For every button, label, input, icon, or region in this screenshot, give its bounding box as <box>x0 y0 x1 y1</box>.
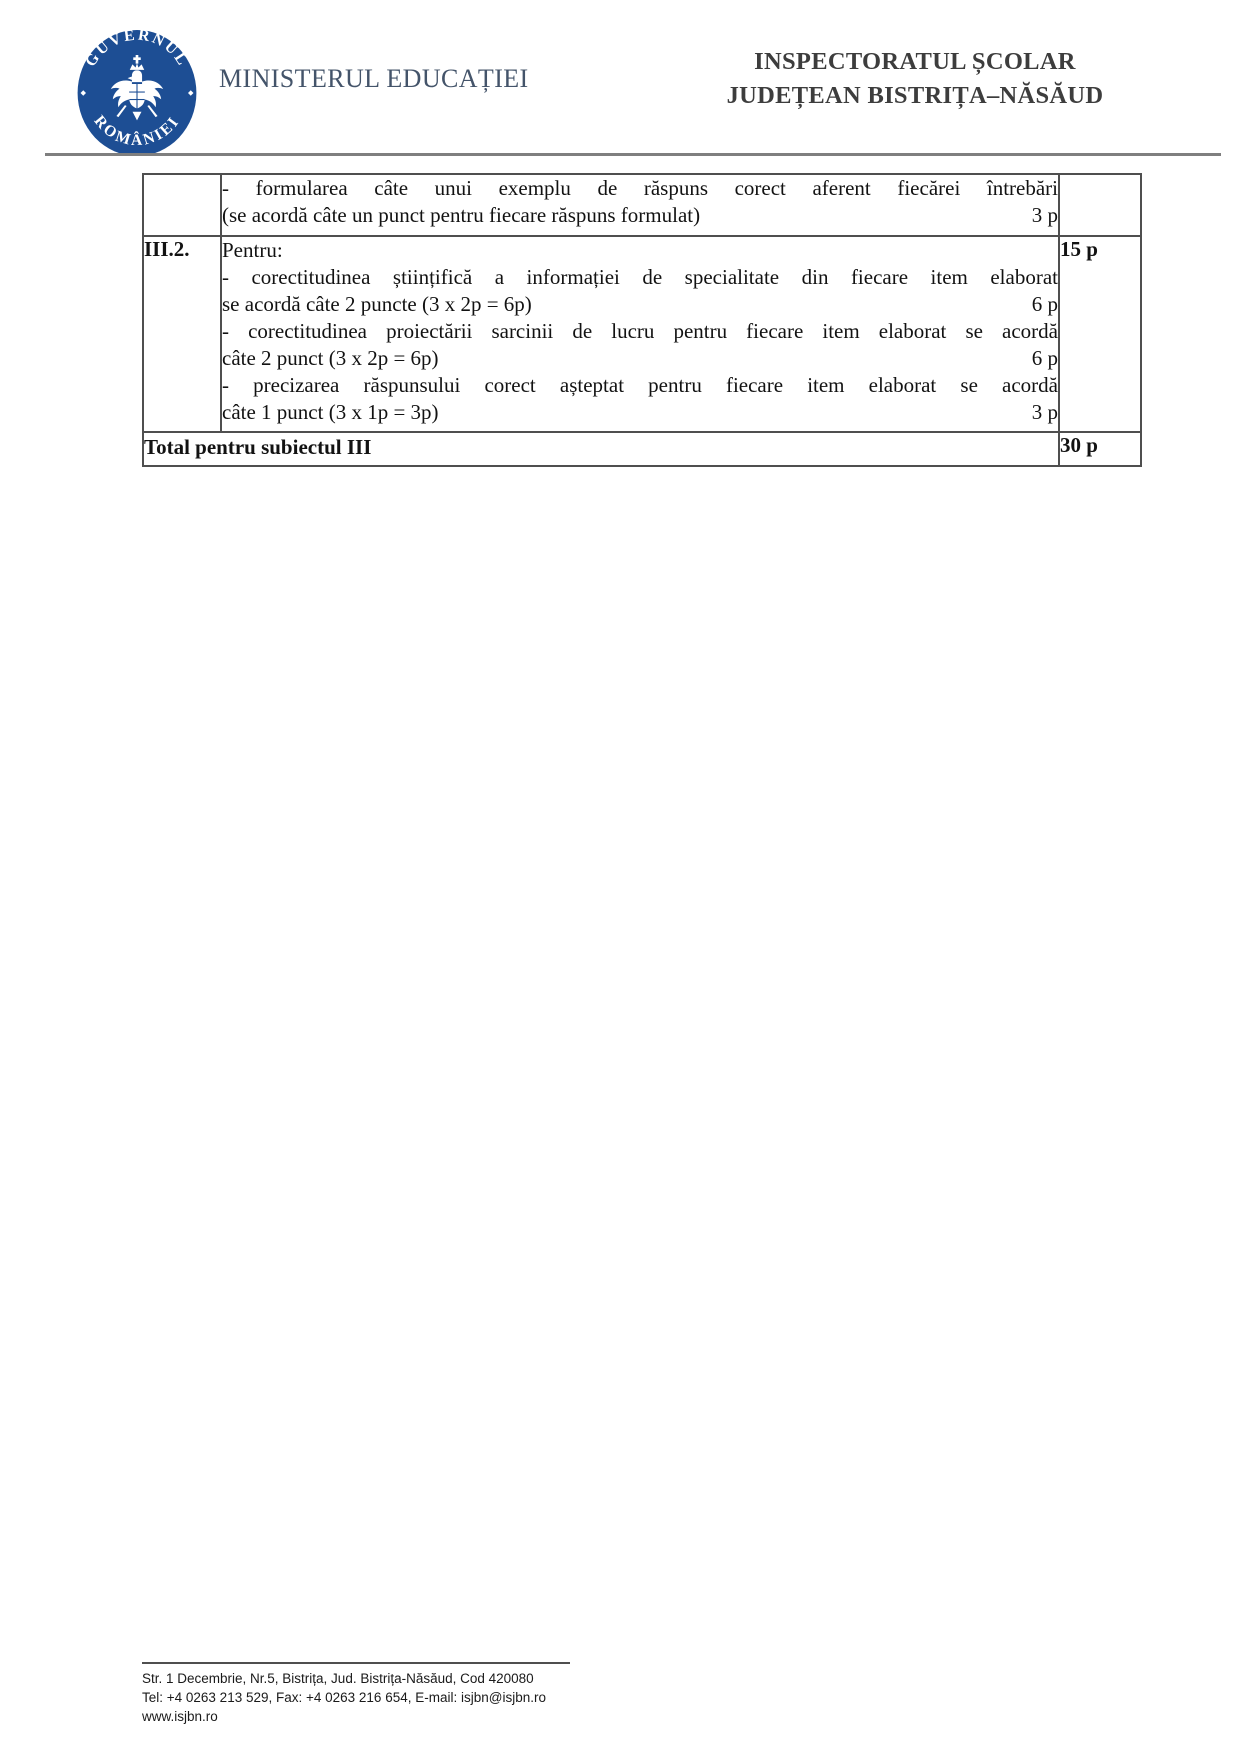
government-seal-logo <box>76 29 198 157</box>
criteria-line: - corectitudinea științifică a informației de specialitate din fiecare item elaborat <box>222 265 1058 289</box>
criteria-line: câte 2 punct (3 x 2p = 6p) 6 p <box>222 346 1058 370</box>
points-value: 6 p <box>1031 346 1058 370</box>
criteria-cell <box>221 236 1059 432</box>
seal-bottom-text: ROMÂNIEI <box>90 112 184 150</box>
footer-website: www.isjbn.ro <box>142 1709 218 1724</box>
total-label-cell: Total pentru subiectul III <box>143 432 1059 466</box>
table-row-item-III2 <box>143 236 1141 432</box>
points-value: 3 p <box>1031 203 1058 227</box>
inspectorate-title <box>690 45 1140 113</box>
scoring-table <box>142 173 1142 467</box>
criteria-line: (se acordă câte un punct pentru fiecare răspuns formulat) 3 p <box>222 203 1058 227</box>
criteria-line: se acordă câte 2 puncte (3 x 2p = 6p) 6 p <box>222 292 1058 316</box>
ministry-title: MINISTERUL EDUCAȚIEI <box>219 64 529 93</box>
criteria-line: - corectitudinea proiectării sarcinii de lucru pentru fiecare item elaborat se acordă <box>222 319 1058 343</box>
footer-contact: Tel: +4 0263 213 529, Fax: +4 0263 216 654, E-mail: isjbn@isjbn.ro <box>142 1690 546 1705</box>
footer-divider <box>142 1662 570 1664</box>
footer-address: Str. 1 Decembrie, Nr.5, Bistrița, Jud. Bistrița-Năsăud, Cod 420080 <box>142 1671 534 1686</box>
seal-top-text: GUVERNUL <box>82 29 192 70</box>
criteria-line: - formularea câte unui exemplu de răspuns corect aferent fiecărei întrebări <box>222 176 1058 200</box>
table-row-total <box>143 432 1141 466</box>
inspectorate-title-line2: JUDEȚEAN BISTRIȚA–NĂSĂUD <box>726 82 1104 109</box>
score-cell: 15 p <box>1059 236 1141 432</box>
item-id-cell: III.2. <box>143 236 221 432</box>
criteria-line: câte 1 punct (3 x 1p = 3p) 3 p <box>222 400 1058 424</box>
criteria-line: Pentru: <box>222 238 283 262</box>
score-cell <box>1059 174 1141 236</box>
criteria-cell <box>221 174 1059 236</box>
points-value: 6 p <box>1031 292 1058 316</box>
total-score-cell: 30 p <box>1059 432 1141 466</box>
page-footer <box>142 1662 570 1726</box>
header-divider <box>45 153 1221 156</box>
points-value: 3 p <box>1031 400 1058 424</box>
table-row-continuation <box>143 174 1141 236</box>
inspectorate-title-line1: INSPECTORATUL ȘCOLAR <box>754 48 1076 75</box>
criteria-line: - precizarea răspunsului corect așteptat pentru fiecare item elaborat se acordă <box>222 373 1058 397</box>
item-id-cell <box>143 174 221 236</box>
